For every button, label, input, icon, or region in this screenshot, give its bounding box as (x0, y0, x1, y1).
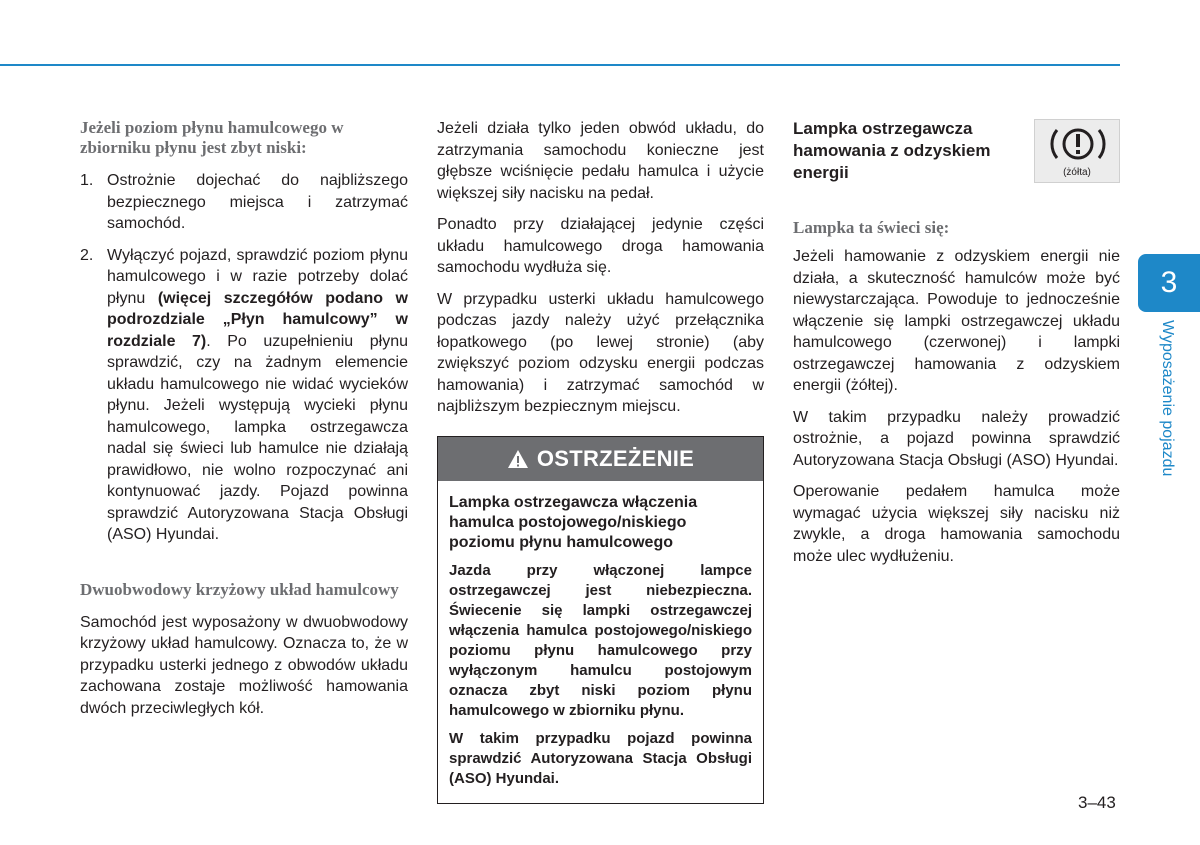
icon-caption: (żółta) (1063, 167, 1091, 178)
lamp-title: Lampka ostrzegawcza hamowania z odzyskiem energii (793, 119, 991, 182)
warning-subtitle: Lampka ostrzegawcza włączenia hamulca postojowego/niskiego poziomu płynu hamulcowego (449, 493, 698, 551)
warning-body (438, 481, 763, 789)
chapter-number: 3 (1160, 266, 1178, 299)
list-item-number: 1. (80, 172, 94, 189)
column-3 (793, 118, 1120, 567)
heading-dual-circuit: Dwuobwodowy krzyżowy układ hamulcowy (80, 579, 399, 599)
column-1 (80, 118, 408, 719)
heading-lamp-on: Lampka ta świeci się: (793, 218, 950, 237)
paragraph: Operowanie pedałem hamulca może wymagać użycia większej siły nacisku niż zwykle, a droga hamowania samochodu może ulec wydłużeniu. (793, 483, 1120, 565)
top-rule (0, 64, 1120, 66)
warning-text: W takim przypadku pojazd powinna sprawdzić Autoryzowana Stacja Obsługi (ASO) Hyundai. (449, 729, 752, 787)
brake-warning-symbol-icon (1035, 120, 1121, 170)
column-2 (437, 118, 764, 804)
chapter-label: Wyposażenie pojazdu (1159, 320, 1176, 477)
warning-box (437, 436, 764, 804)
list-item-number: 2. (80, 246, 94, 264)
paragraph: Jeżeli działa tylko jeden obwód układu, do zatrzymania samochodu konieczne jest głębsze wciśnięcie pedału hamulca i użycie większej siły nacisku na pedał. (437, 120, 764, 202)
warning-header (438, 437, 763, 481)
paragraph: Ponadto przy działającej jedynie części układu hamulcowego droga hamowania samochodu wydłuża się. (437, 216, 764, 276)
heading-low-fluid: Jeżeli poziom płynu hamulcowego w zbiorniku płynu jest zbyt niski: (80, 118, 344, 157)
list-item (80, 245, 408, 546)
chapter-tab (1138, 254, 1200, 312)
list-item-text: Ostrożnie dojechać do najbliższego bezpiecznego miejsca i zatrzymać samochód. (107, 172, 408, 232)
paragraph: W przypadku usterki układu hamulcowego podczas jazdy należy użyć przełącznika łopatkowego (po lewej stronie) (aby zwiększyć poziom odzysku energii podczas hamowania) i zatrzymać samochód w najbliższym bezpiecznym miejscu. (437, 290, 764, 415)
list-item-text: Wyłączyć pojazd, sprawdzić poziom płynu hamulcowego i w razie potrzeby dolać płynu (107, 246, 408, 307)
instruction-list (80, 170, 408, 546)
page-number: 3–43 (1078, 793, 1116, 812)
warning-triangle-icon (507, 449, 529, 469)
regen-brake-warning-icon (1034, 119, 1120, 183)
paragraph-dual-circuit: Samochód jest wyposażony w dwuobwodowy krzyżowy układ hamulcowy. Oznacza to, że w przypadku usterki jednego z obwodów układu zachowana zostaje możliwość hamowania dwóch przeciwległych kół. (80, 613, 408, 717)
list-item-bold-reference: (więcej szczegółów podano w podrozdziale „Płyn hamulcowy” w rozdziale 7) (107, 289, 409, 350)
paragraph: W takim przypadku należy prowadzić ostrożnie, a pojazd powinna sprawdzić Autoryzowana Stacja Obsługi (ASO) Hyundai. (793, 408, 1120, 469)
warning-title: OSTRZEŻENIE (536, 445, 695, 471)
list-item-text-continued: . Po uzupełnieniu płynu sprawdzić, czy na żadnym elemencie układu hamulcowego nie widać wycieków płynu. Jeżeli występują wycieki płynu hamulcowego, lampka ostrzegawcza nadal się świeci lub hamulce nie działają prawidłowo, nie wolno rozpoczynać ani kontynuować jazdy. Pojazd powinna sprawdzić Autoryzowana Stacja Obsługi (ASO) Hyundai. (107, 332, 408, 543)
paragraph: Jeżeli hamowanie z odzyskiem energii nie działa, a skuteczność hamulców może być niewystarczająca. Powoduje to jednocześnie włączenie się lampki ostrzegawczej układu hamulcowego (czerwonej) i lampki ostrzegawczej hamowania z odzyskiem energii (żółtej). (793, 248, 1120, 394)
list-item (80, 170, 408, 235)
warning-text: Jazda przy włączonej lampce ostrzegawczej jest niebezpieczna. Świecenie się lampki ostrzegawczej włączenia hamulca postojowego/niskiego poziomu płynu hamulcowego przy wyłączonym hamulcu postojowym oznacza zbyt niski poziom płynu hamulcowego w zbiorniku płynu. (449, 561, 752, 719)
